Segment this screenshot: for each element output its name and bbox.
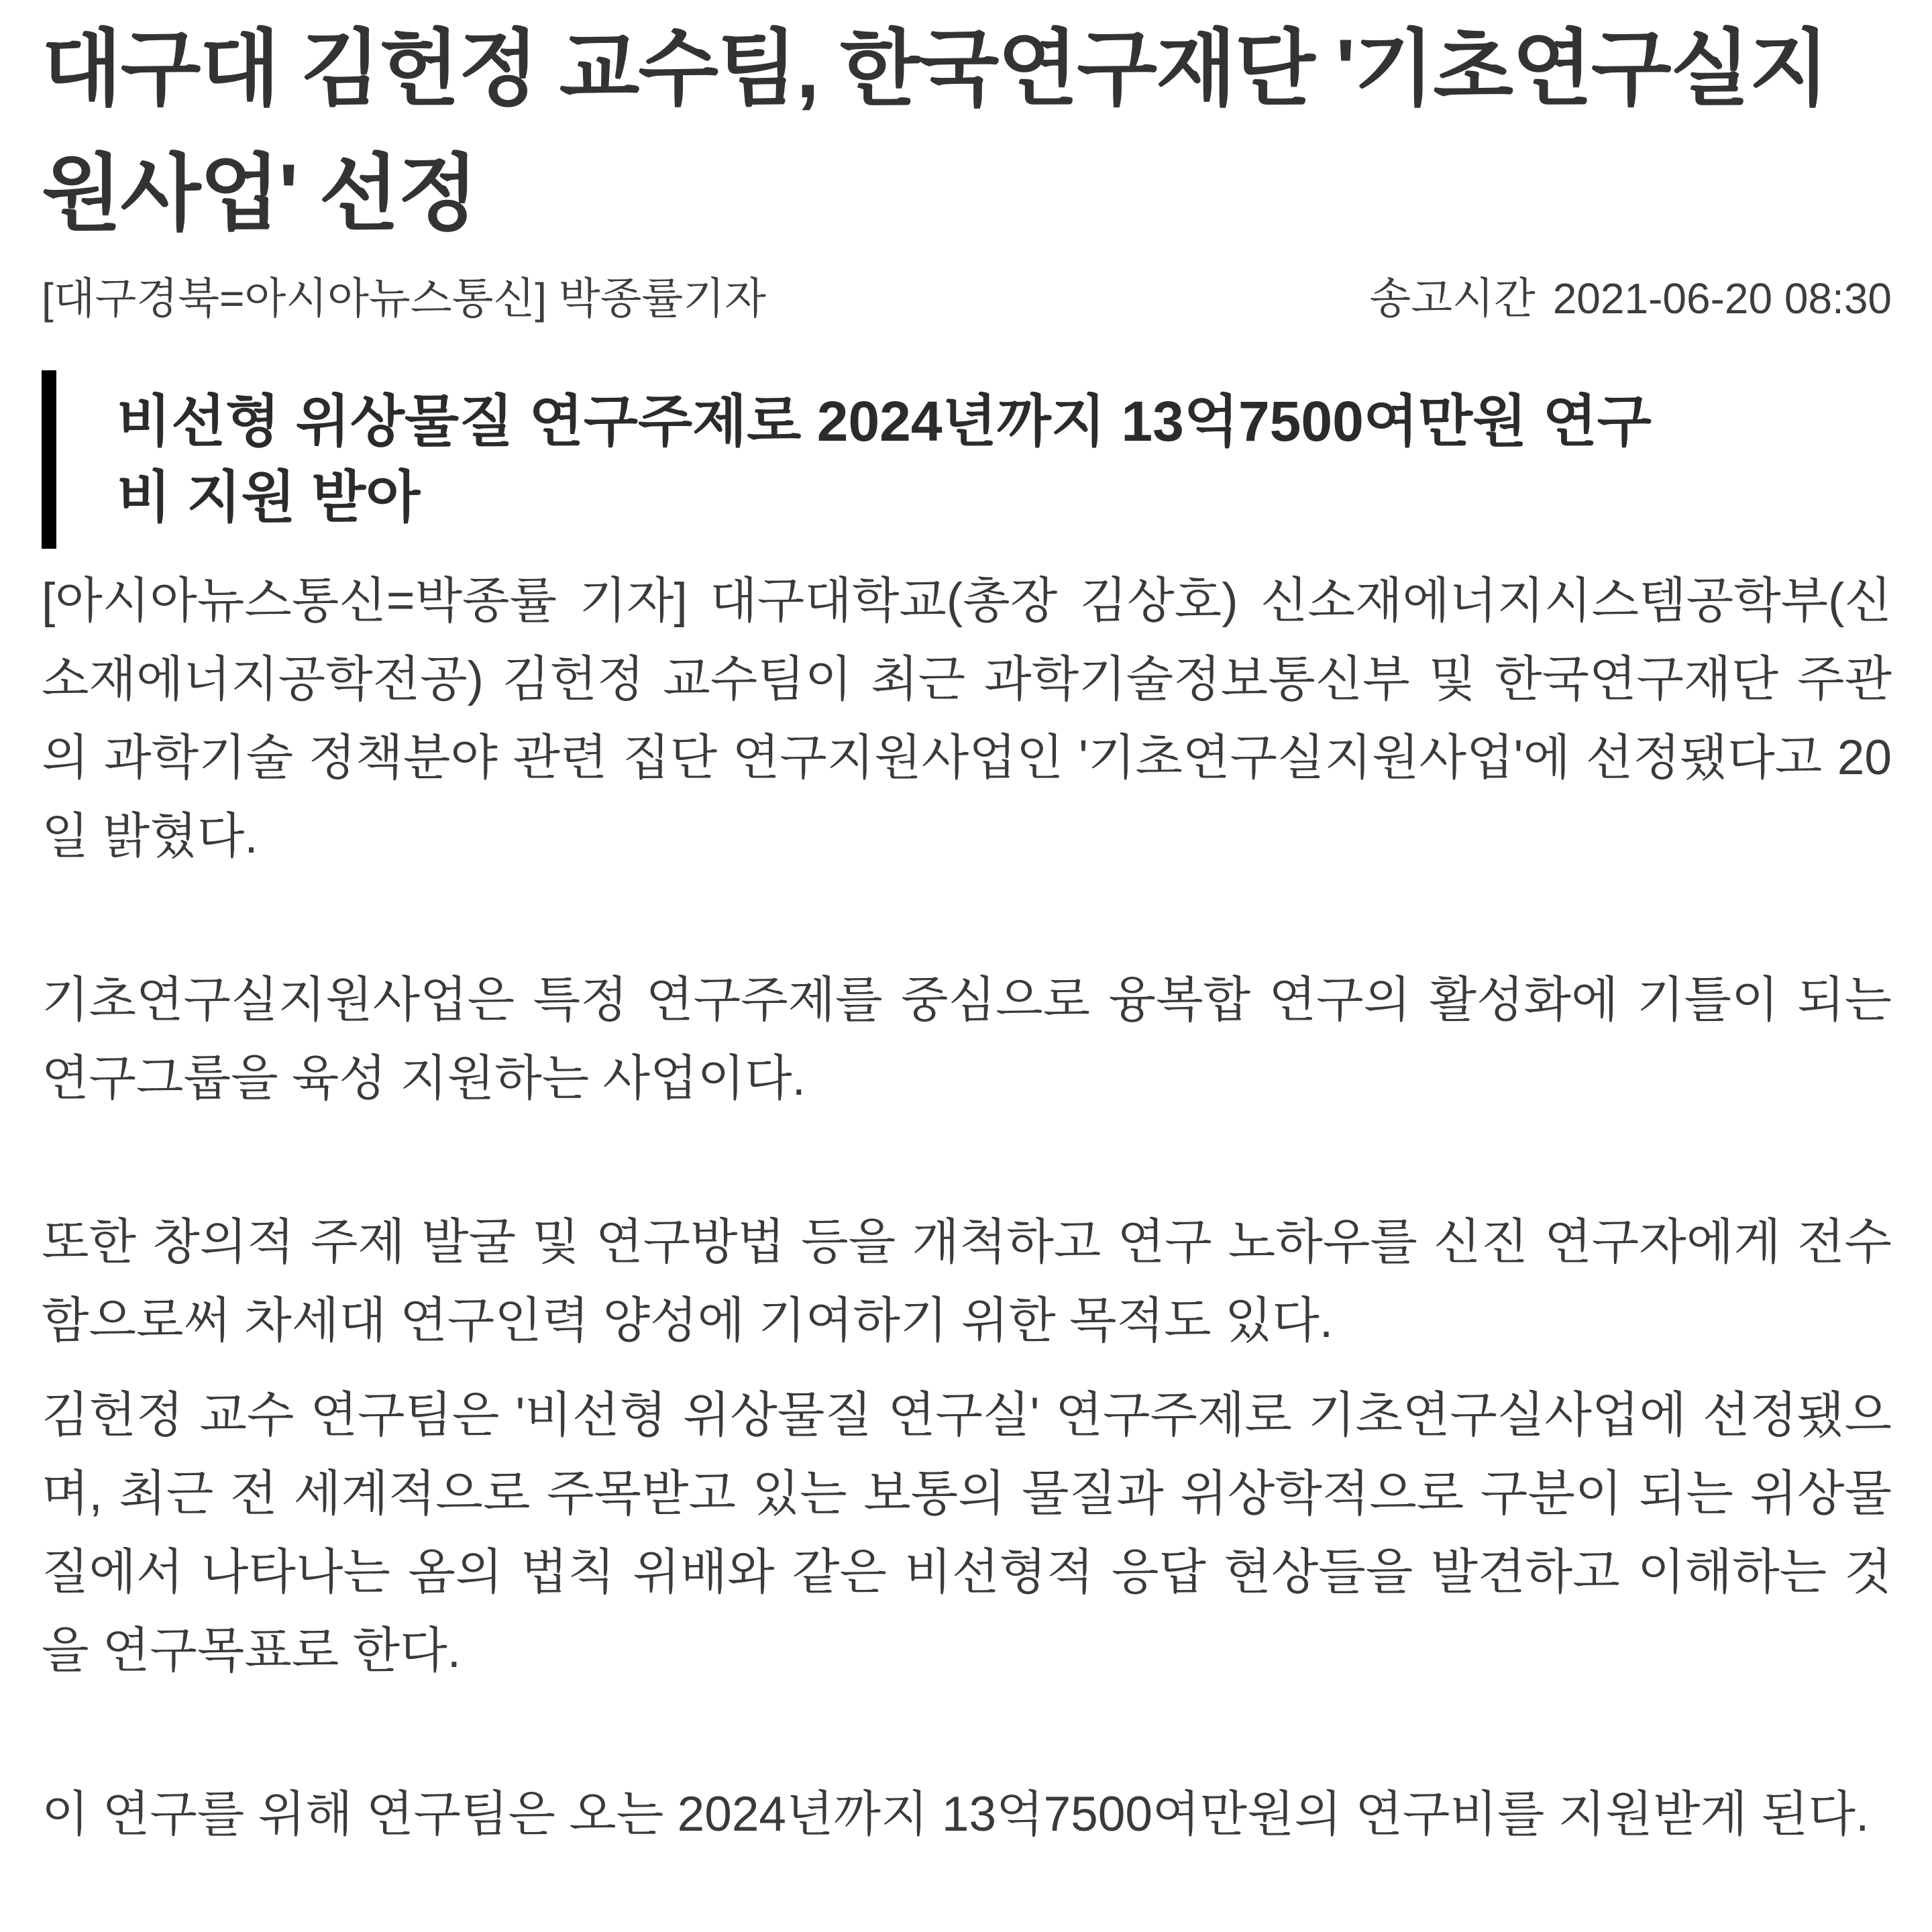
article-paragraph: [아시아뉴스통신=박종률 기자] 대구대학교(총장 김상호) 신소재에너지시스템공학부(신소재에너지공학전공) 김헌정 교수팀이 최근 과학기술정보통신부 및 한국연구재단 주관의 과학기술 정책분야 관련 집단 연구지원사업인 '기초연구실지원사업'에 선정됐다고 20일 밝혔다. (42, 574, 1892, 863)
subheading-text: 비선형 위상물질 연구주제로 2024년까지 13억7500여만원 연구비 지원 받아 (117, 390, 1652, 529)
publish-time-label: 송고시간 (1369, 274, 1536, 323)
publish-time-value: 2021-06-20 08:30 (1552, 274, 1892, 323)
article-title: 대구대 김헌정 교수팀, 한국연구재단 '기초연구실지원사업' 선정 (42, 23, 1829, 240)
article-paragraph: 기초연구실지원사업은 특정 연구주제를 중심으로 융복합 연구의 활성화에 기틀이 되는 연구그룹을 육성 지원하는 사업이다. (42, 973, 1892, 1106)
subheading-quote (42, 370, 1666, 549)
byline-row (42, 268, 1892, 329)
article-paragraph: 이 연구를 위해 연구팀은 오는 2024년까지 13억7500여만원의 연구비를 지원받게 된다. (42, 1787, 1870, 1841)
article-paragraph: 또한 창의적 주제 발굴 및 연구방법 등을 개척하고 연구 노하우를 신진 연구자에게 전수함으로써 차세대 연구인력 양성에 기여하기 위한 목적도 있다. (42, 1215, 1892, 1348)
publish-info (1369, 268, 1892, 329)
article-paragraph: 김헌정 교수 연구팀은 '비선형 위상물질 연구실' 연구주제로 기초연구실사업에 선정됐으며, 최근 전 세계적으로 주목받고 있는 보통의 물질과 위상학적으로 구분이 되는 위상물질에서 나타나는 옴의 법칙 위배와 같은 비선형적 응답 현상들을 발견하고 이해하는 것을 연구목표로 한다. (42, 1388, 1892, 1678)
article-body (42, 561, 1892, 1854)
byline: [대구경북=아시아뉴스통신] 박종률기자 (42, 274, 766, 323)
